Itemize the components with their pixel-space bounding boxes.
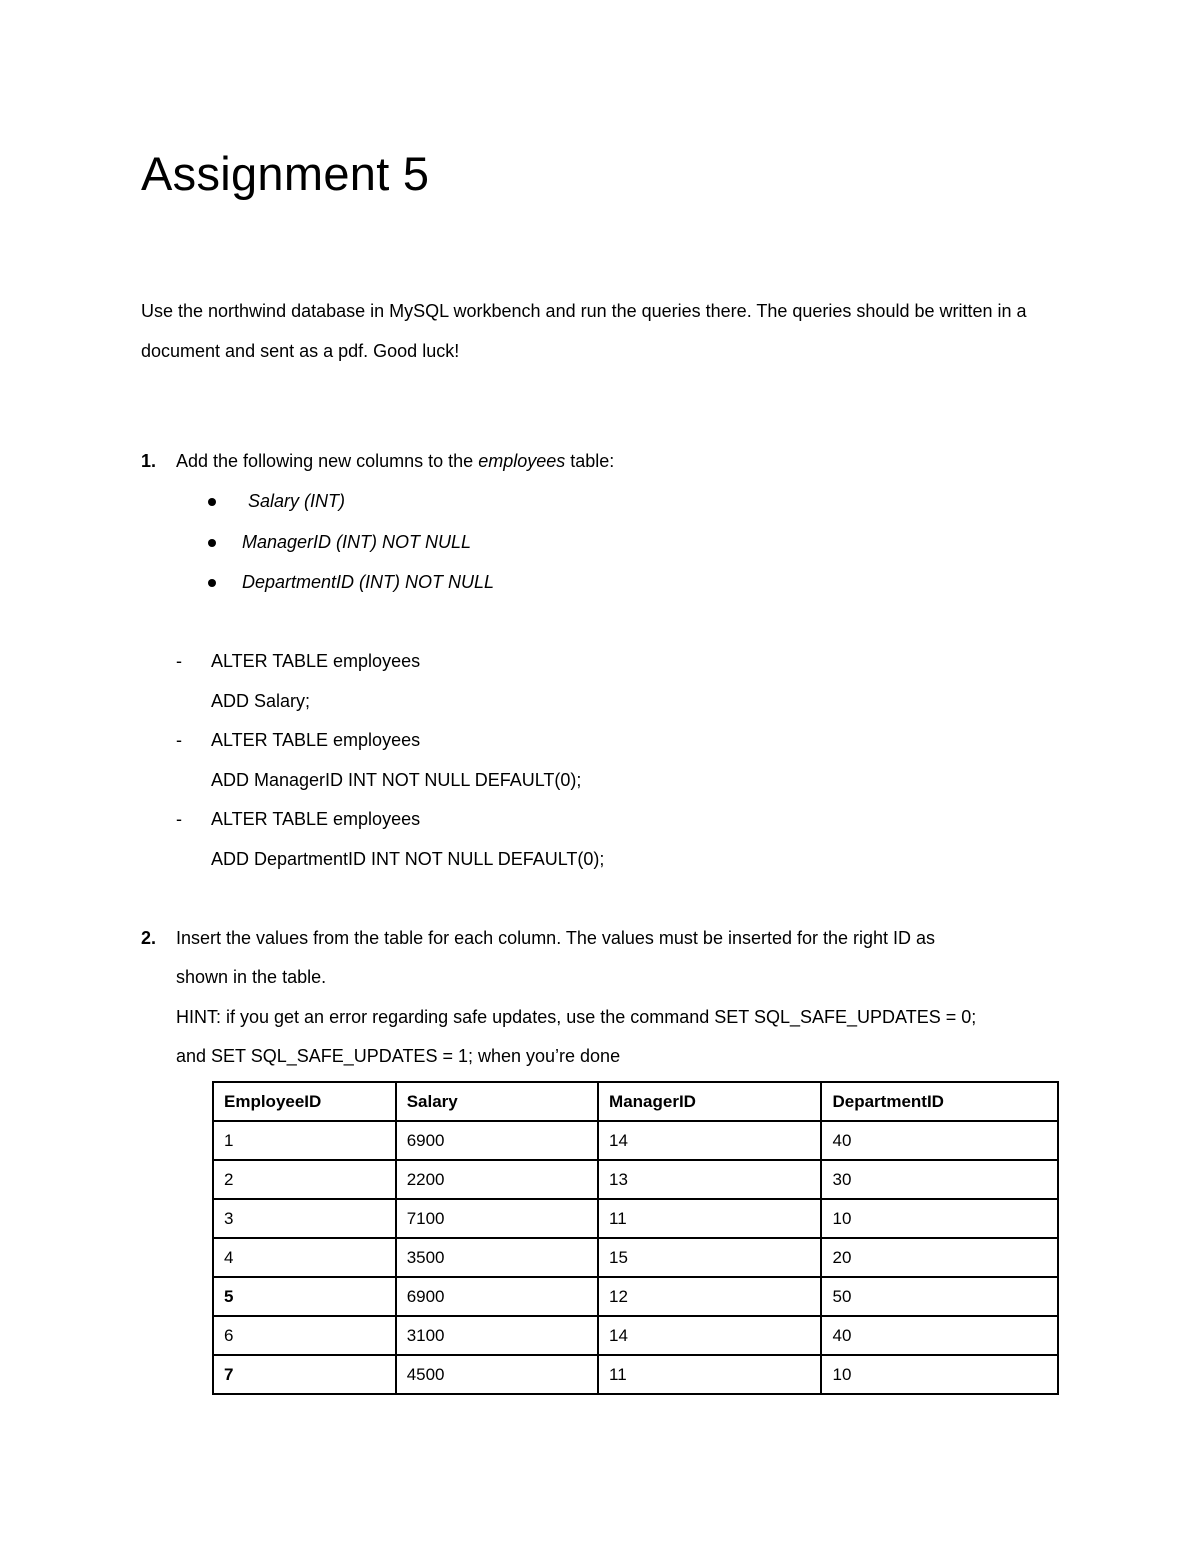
question-text: Insert the values from the table for each column. The values must be inserted for the right ID as <box>176 928 936 948</box>
question-number: 2. <box>141 928 157 948</box>
values-table <box>212 1081 1059 1395</box>
table-cell: 10 <box>821 1199 1058 1238</box>
table-cell: 2200 <box>396 1160 598 1199</box>
table-cell: 30 <box>821 1160 1058 1199</box>
answer-dash: - <box>176 809 182 829</box>
table-cell: 2 <box>213 1160 396 1199</box>
column-header: DepartmentID <box>821 1082 1058 1121</box>
table-cell: 13 <box>598 1160 821 1199</box>
answer-dash: - <box>176 730 182 750</box>
table-cell: 7100 <box>396 1199 598 1238</box>
table-cell: 15 <box>598 1238 821 1277</box>
bullet-item: DepartmentID (INT) NOT NULL <box>208 562 494 602</box>
column-header: ManagerID <box>598 1082 821 1121</box>
answer-line: ADD Salary; <box>211 691 311 711</box>
table-row <box>213 1355 1058 1394</box>
answer-line: ALTER TABLE employees <box>211 651 421 671</box>
column-header: EmployeeID <box>213 1082 396 1121</box>
table-cell: 3 <box>213 1199 396 1238</box>
table-row <box>213 1316 1058 1355</box>
answer-line: ADD DepartmentID INT NOT NULL DEFAULT(0); <box>211 849 605 869</box>
table-cell: 50 <box>821 1277 1058 1316</box>
intro-paragraph: Use the northwind database in MySQL workbench and run the queries there. The queries should be written in a document and sent as a pdf. Good luck! <box>141 301 1027 361</box>
table-cell: 4500 <box>396 1355 598 1394</box>
table-cell: 1 <box>213 1121 396 1160</box>
bullet-icon <box>208 498 216 506</box>
answer-line: ALTER TABLE employees <box>211 809 421 829</box>
table-cell: 20 <box>821 1238 1058 1277</box>
answer-line: ADD ManagerID INT NOT NULL DEFAULT(0); <box>211 770 582 790</box>
table-cell: 6 <box>213 1316 396 1355</box>
bullet-icon <box>208 579 216 587</box>
table-cell: 12 <box>598 1277 821 1316</box>
table-row <box>213 1199 1058 1238</box>
table-cell: 3500 <box>396 1238 598 1277</box>
hint-text: HINT: if you get an error regarding safe updates, use the command SET SQL_SAFE_UPDATES = 0; <box>176 1007 977 1027</box>
table-cell: 11 <box>598 1355 821 1394</box>
answer-dash: - <box>176 651 182 671</box>
table-cell: 11 <box>598 1199 821 1238</box>
table-cell: 6900 <box>396 1277 598 1316</box>
table-cell: 6900 <box>396 1121 598 1160</box>
bullet-item: ManagerID (INT) NOT NULL <box>208 522 471 562</box>
table-cell: 40 <box>821 1316 1058 1355</box>
bullet-icon <box>208 539 216 547</box>
table-cell: 4 <box>213 1238 396 1277</box>
document-title: Assignment 5 <box>141 147 430 200</box>
table-cell: 10 <box>821 1355 1058 1394</box>
table-row <box>213 1160 1058 1199</box>
question-number: 1. <box>141 451 157 471</box>
question-text-cont: shown in the table. <box>176 967 327 987</box>
bullet-item: Salary (INT) <box>208 481 345 521</box>
table-cell: 40 <box>821 1121 1058 1160</box>
table-row <box>213 1121 1058 1160</box>
question-text: Add the following new columns to the employees table: <box>176 451 615 471</box>
table-row <box>213 1277 1058 1316</box>
column-header: Salary <box>396 1082 598 1121</box>
table-cell: 5 <box>213 1277 396 1316</box>
table-header-row <box>213 1082 1058 1121</box>
table-cell: 14 <box>598 1121 821 1160</box>
table-row <box>213 1238 1058 1277</box>
table-cell: 14 <box>598 1316 821 1355</box>
answer-line: ALTER TABLE employees <box>211 730 421 750</box>
table-cell: 3100 <box>396 1316 598 1355</box>
hint-text: and SET SQL_SAFE_UPDATES = 1; when you’re done <box>176 1046 621 1066</box>
table-cell: 7 <box>213 1355 396 1394</box>
